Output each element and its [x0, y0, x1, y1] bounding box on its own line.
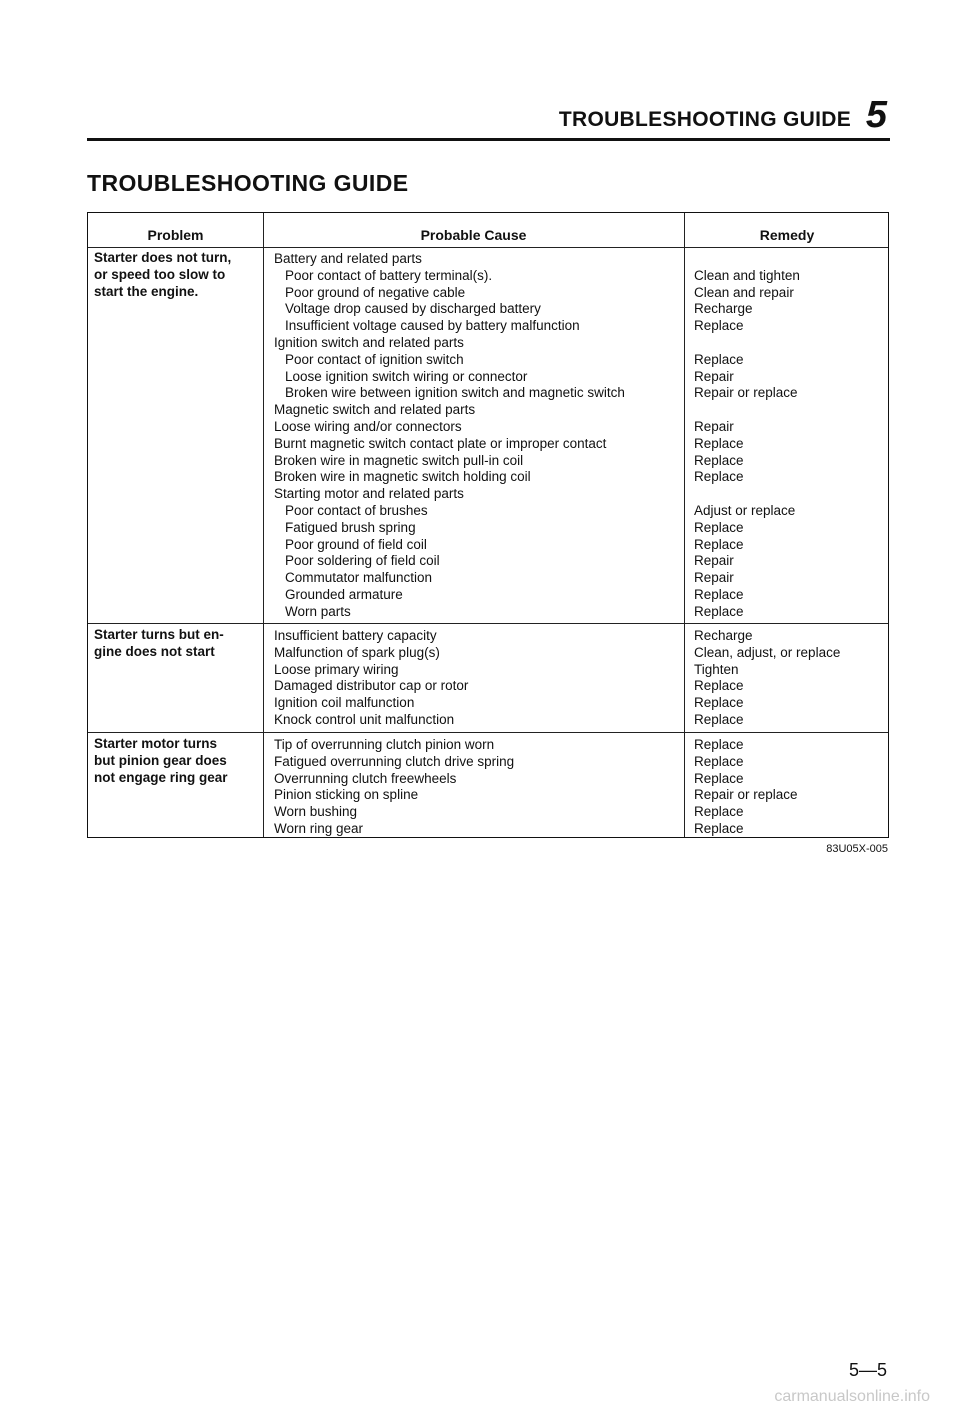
cause-cell: [274, 251, 625, 621]
remedy-line: Replace: [694, 820, 744, 836]
column-header-probable-cause: Probable Cause: [420, 227, 527, 243]
cause-line: Poor contact of brushes: [285, 502, 428, 518]
remedy-line: Repair or replace: [694, 385, 798, 401]
remedy-line: Recharge: [694, 301, 753, 317]
cause-line: Broken wire between ignition switch and magnetic switch: [285, 385, 625, 401]
blank-line: [694, 486, 800, 503]
figure-code: 83U05X-005: [826, 843, 888, 855]
column-divider: [684, 213, 685, 837]
cause-line: Worn parts: [285, 603, 351, 619]
remedy-line: Repair: [694, 368, 734, 384]
page-number: 5—5: [848, 1360, 887, 1380]
remedy-line: Repair: [694, 570, 734, 586]
remedy-line: Replace: [694, 678, 744, 694]
cause-line: Ignition coil malfunction: [274, 695, 415, 711]
problem-cell: Starter motor turns but pinion gear does not engage ring gear: [94, 736, 228, 785]
remedy-line: Replace: [694, 452, 744, 468]
remedy-line: Adjust or replace: [694, 502, 796, 518]
remedy-cell: [694, 251, 800, 621]
cause-line: Broken wire in magnetic switch pull-in coil: [274, 452, 524, 468]
troubleshooting-table: [87, 212, 889, 838]
cause-line: Poor contact of ignition switch: [285, 351, 464, 367]
section-title: TROUBLESHOOTING GUIDE: [558, 108, 851, 131]
problem-cell: Starter does not turn, or speed too slow to start the engine.: [94, 250, 232, 299]
cause-line: Knock control unit malfunction: [274, 711, 455, 727]
blank-line: [694, 335, 800, 352]
cause-line: Loose primary wiring: [274, 661, 399, 677]
cause-line: Worn bushing: [274, 804, 358, 820]
section-number: 5: [865, 94, 887, 136]
blank-line: [694, 251, 800, 268]
cause-line: Poor ground of negative cable: [285, 284, 466, 300]
remedy-line: Replace: [694, 770, 744, 786]
remedy-line: Replace: [694, 318, 744, 334]
remedy-line: Replace: [694, 536, 744, 552]
cause-line: Battery and related parts: [274, 251, 422, 266]
watermark: carmanualsonline.info: [774, 1388, 930, 1405]
remedy-line: Replace: [694, 711, 744, 727]
cause-line: Voltage drop caused by discharged battery: [285, 301, 541, 317]
remedy-line: Repair: [694, 418, 734, 434]
cause-line: Burnt magnetic switch contact plate or improper contact: [274, 435, 607, 451]
cause-line: Insufficient battery capacity: [274, 628, 437, 643]
remedy-line: Replace: [694, 586, 744, 602]
cause-line: Insufficient voltage caused by battery malfunction: [285, 318, 580, 334]
column-divider: [263, 213, 264, 837]
header-rule: [87, 138, 890, 141]
page-title: TROUBLESHOOTING GUIDE: [87, 170, 409, 196]
cause-line: Grounded armature: [285, 586, 403, 602]
remedy-line: Repair: [694, 553, 734, 569]
cause-line: Poor contact of battery terminal(s).: [285, 267, 493, 283]
remedy-cell: [694, 628, 840, 729]
cause-line: Poor soldering of field coil: [285, 553, 440, 569]
cause-line: Overrunning clutch freewheels: [274, 770, 457, 786]
cause-line: Poor ground of field coil: [285, 536, 427, 552]
column-header-problem: Problem: [147, 227, 204, 243]
cause-line: Broken wire in magnetic switch holding coil: [274, 469, 531, 485]
header-row-divider: [88, 247, 888, 248]
cause-line: Pinion sticking on spline: [274, 787, 419, 803]
remedy-line: Repair or replace: [694, 787, 798, 803]
cause-line: Commutator malfunction: [285, 570, 433, 586]
cause-line: Loose ignition switch wiring or connector: [285, 368, 528, 384]
remedy-line: Clean and tighten: [694, 267, 800, 283]
remedy-line: Replace: [694, 804, 744, 820]
remedy-line: Replace: [694, 435, 744, 451]
remedy-line: Replace: [694, 695, 744, 711]
remedy-line: Tighten: [694, 661, 739, 677]
cause-line: Starting motor and related parts: [274, 486, 464, 502]
remedy-line: Replace: [694, 603, 744, 619]
remedy-line: Replace: [694, 519, 744, 535]
cause-line: Loose wiring and/or connectors: [274, 418, 462, 434]
cause-cell: [274, 737, 514, 838]
cause-line: Fatigued brush spring: [285, 519, 416, 535]
remedy-line: Replace: [694, 737, 744, 752]
problem-cell: Starter turns but en- gine does not start: [94, 627, 224, 659]
remedy-line: Recharge: [694, 628, 753, 643]
cause-line: Ignition switch and related parts: [274, 334, 464, 350]
remedy-cell: [694, 737, 798, 838]
remedy-line: Clean and repair: [694, 284, 794, 300]
cause-cell: [274, 628, 468, 729]
blank-line: [694, 402, 800, 419]
group-divider: [88, 623, 888, 624]
cause-line: Magnetic switch and related parts: [274, 402, 476, 418]
remedy-line: Replace: [694, 351, 744, 367]
cause-line: Tip of overrunning clutch pinion worn: [274, 737, 495, 752]
group-divider: [88, 732, 888, 733]
remedy-line: Clean, adjust, or replace: [694, 644, 841, 660]
column-header-remedy: Remedy: [759, 227, 815, 243]
cause-line: Fatigued overrunning clutch drive spring: [274, 753, 515, 769]
remedy-line: Replace: [694, 753, 744, 769]
remedy-line: Replace: [694, 469, 744, 485]
cause-line: Damaged distributor cap or rotor: [274, 678, 469, 694]
cause-line: Malfunction of spark plug(s): [274, 644, 440, 660]
cause-line: Worn ring gear: [274, 820, 364, 836]
